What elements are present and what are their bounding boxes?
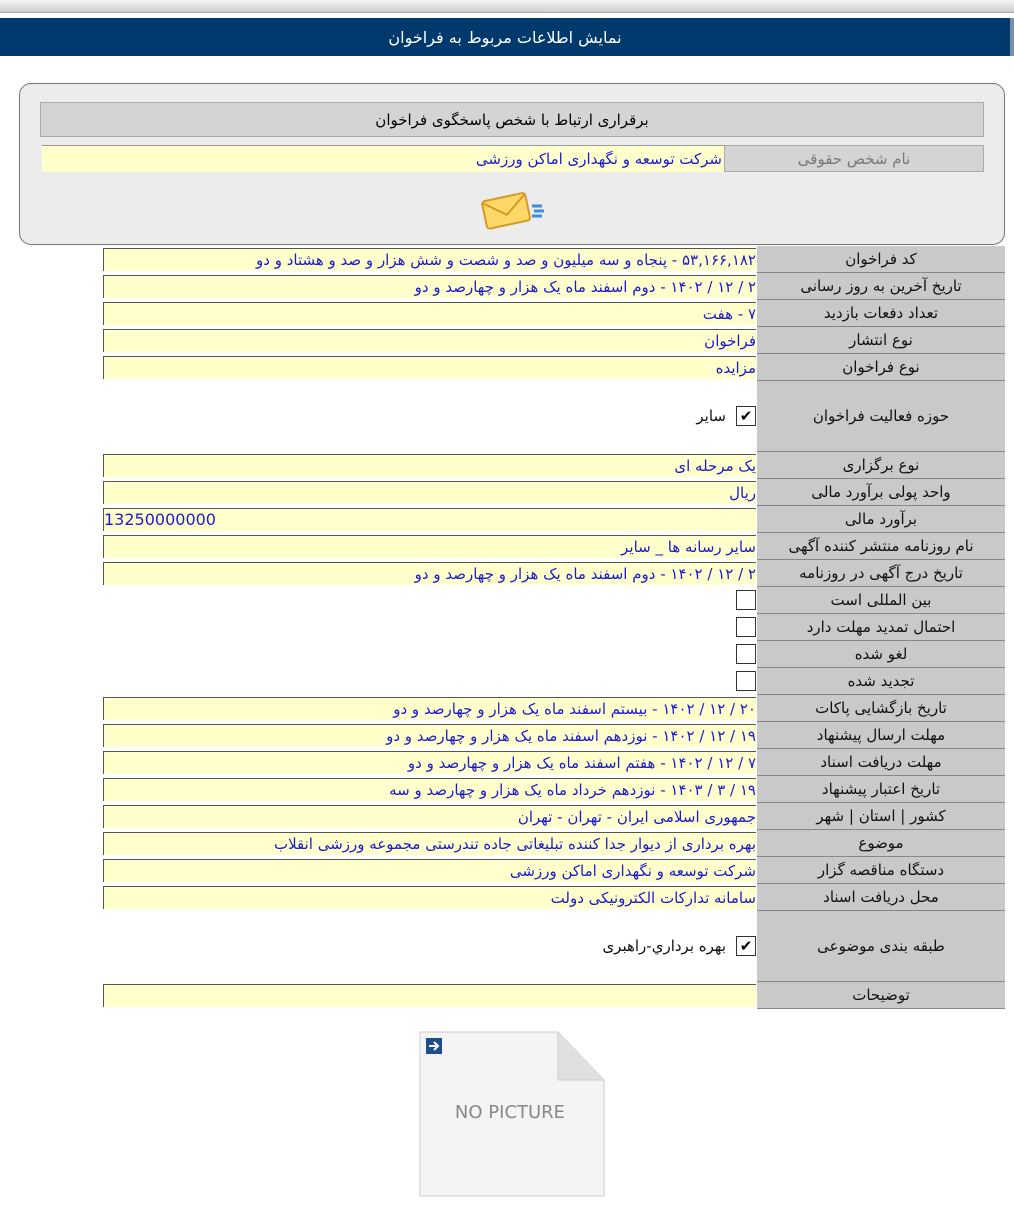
- envelope-icon[interactable]: [480, 188, 546, 236]
- row-value-cell: [103, 668, 757, 695]
- table-row: [103, 381, 1005, 452]
- row-value-cell: [103, 300, 757, 327]
- table-row: [103, 911, 1005, 982]
- row-value-cell: [103, 273, 757, 300]
- row-value: جمهوری اسلامی ایران - تهران - تهران: [103, 805, 756, 828]
- row-value: ۱۹ / ۱۲ / ۱۴۰۲ - نوزدهم اسفند ماه یک هزار و چهارصد و دو: [103, 724, 756, 747]
- row-label: تجدید شده: [757, 668, 1005, 695]
- row-label: توضیحات: [757, 982, 1005, 1009]
- row-value-cell: [103, 830, 757, 857]
- contact-panel: [19, 83, 1005, 245]
- row-value: فراخوان: [103, 329, 756, 352]
- table-row: [103, 587, 1005, 614]
- row-value: ۲۰ / ۱۲ / ۱۴۰۲ - بیستم اسفند ماه یک هزار و چهارصد و دو: [103, 697, 756, 720]
- row-label: نوع برگزاری: [757, 452, 1005, 479]
- table-row: [103, 668, 1005, 695]
- row-value: بهره برداری از دیوار جدا کننده تبلیغاتی جاده تندرستی مجموعه ورزشی انقلاب: [103, 832, 756, 855]
- table-row: [103, 273, 1005, 300]
- checkbox[interactable]: [736, 590, 756, 610]
- row-label: تاریخ آخرین به روز رسانی: [757, 273, 1005, 300]
- row-label: طبقه بندی موضوعی: [757, 911, 1005, 982]
- checkbox[interactable]: [736, 671, 756, 691]
- row-value-cell: [103, 587, 757, 614]
- table-row: [103, 354, 1005, 381]
- checkbox[interactable]: [736, 617, 756, 637]
- row-label: برآورد مالی: [757, 506, 1005, 533]
- table-row: [103, 722, 1005, 749]
- row-value-cell: [103, 722, 757, 749]
- row-value-cell: [103, 533, 757, 560]
- row-value-cell: [103, 354, 757, 381]
- row-value: ۱۹ / ۳ / ۱۴۰۳ - نوزدهم خرداد ماه یک هزار و چهارصد و سه: [103, 778, 756, 801]
- row-value-cell: [103, 776, 757, 803]
- row-value: ۲ / ۱۲ / ۱۴۰۲ - دوم اسفند ماه یک هزار و چهارصد و دو: [103, 275, 756, 298]
- contact-title: برقراری ارتباط با شخص پاسخگوی فراخوان: [40, 102, 984, 137]
- table-row: [103, 803, 1005, 830]
- row-label: نوع انتشار: [757, 327, 1005, 354]
- row-value-cell: [103, 452, 757, 479]
- top-strip: [0, 0, 1014, 13]
- row-value-cell: [103, 695, 757, 722]
- table-row: [103, 695, 1005, 722]
- row-value: ۷ - هفت: [103, 302, 756, 325]
- row-label: دستگاه مناقصه گزار: [757, 857, 1005, 884]
- row-value-cell: [103, 857, 757, 884]
- table-row: [103, 560, 1005, 587]
- table-row: [103, 327, 1005, 354]
- row-label: کد فراخوان: [757, 246, 1005, 273]
- legal-person-row: [42, 145, 984, 172]
- tender-details-table: [103, 246, 1005, 1009]
- no-picture-text: NO PICTURE: [454, 1102, 566, 1123]
- checkbox-label: بهره برداري-راهبری: [602, 936, 726, 955]
- checkbox[interactable]: ✔: [736, 406, 756, 426]
- table-row: [103, 982, 1005, 1009]
- table-row: [103, 884, 1005, 911]
- row-value-cell: [103, 506, 757, 533]
- row-value: 13250000000: [103, 508, 756, 531]
- row-value-cell: [103, 803, 757, 830]
- no-picture-image: [418, 1030, 606, 1198]
- row-value: شرکت توسعه و نگهداری اماکن ورزشی: [103, 859, 756, 882]
- row-label: نوع فراخوان: [757, 354, 1005, 381]
- table-row: [103, 857, 1005, 884]
- table-row: [103, 830, 1005, 857]
- row-value-cell: [103, 749, 757, 776]
- row-label: تاریخ اعتبار پیشنهاد: [757, 776, 1005, 803]
- row-value: [103, 984, 756, 1007]
- row-label: حوزه فعالیت فراخوان: [757, 381, 1005, 452]
- row-value: ریال: [103, 481, 756, 504]
- row-label: مهلت دریافت اسناد: [757, 749, 1005, 776]
- row-value: ۷ / ۱۲ / ۱۴۰۲ - هفتم اسفند ماه یک هزار و چهارصد و دو: [103, 751, 756, 774]
- checkbox[interactable]: ✔: [736, 936, 756, 956]
- checkbox[interactable]: [736, 644, 756, 664]
- row-label: محل دریافت اسناد: [757, 884, 1005, 911]
- row-value: سایر رسانه ها _ سایر: [103, 535, 756, 558]
- table-row: [103, 506, 1005, 533]
- table-row: [103, 776, 1005, 803]
- row-label: مهلت ارسال پیشنهاد: [757, 722, 1005, 749]
- row-label: تاریخ درج آگهی در روزنامه: [757, 560, 1005, 587]
- row-label: تعداد دفعات بازدید: [757, 300, 1005, 327]
- row-value-cell: [103, 641, 757, 668]
- table-row: [103, 479, 1005, 506]
- row-label: احتمال تمدید مهلت دارد: [757, 614, 1005, 641]
- table-row: [103, 246, 1005, 273]
- table-row: [103, 614, 1005, 641]
- row-value: ۵۳,۱۶۶,۱۸۲ - پنجاه و سه میلیون و صد و شصت و شش هزار و صد و هشتاد و دو: [103, 248, 756, 271]
- checkbox-label: سایر: [696, 406, 726, 425]
- table-row: [103, 533, 1005, 560]
- row-label: لغو شده: [757, 641, 1005, 668]
- row-value-cell: [103, 911, 757, 982]
- row-value-cell: [103, 327, 757, 354]
- table-row: [103, 749, 1005, 776]
- row-label: تاریخ بازگشایی پاکات: [757, 695, 1005, 722]
- row-label: کشور | استان | شهر: [757, 803, 1005, 830]
- row-value: سامانه تدارکات الکترونیکی دولت: [103, 886, 756, 909]
- row-value-cell: [103, 246, 757, 273]
- row-label: نام روزنامه منتشر کننده آگهی: [757, 533, 1005, 560]
- row-value-cell: [103, 884, 757, 911]
- row-value-cell: [103, 560, 757, 587]
- row-value-cell: [103, 982, 757, 1009]
- legal-person-label: نام شخص حقوقی: [724, 145, 984, 172]
- table-row: [103, 300, 1005, 327]
- row-label: واحد پولی برآورد مالی: [757, 479, 1005, 506]
- page-title: نمایش اطلاعات مربوط به فراخوان: [0, 18, 1014, 56]
- row-value-cell: [103, 381, 757, 452]
- row-label: موضوع: [757, 830, 1005, 857]
- row-value: ۲ / ۱۲ / ۱۴۰۲ - دوم اسفند ماه یک هزار و چهارصد و دو: [103, 562, 756, 585]
- row-value: مزایده: [103, 356, 756, 379]
- row-value-cell: [103, 614, 757, 641]
- row-label: بین المللی است: [757, 587, 1005, 614]
- table-row: [103, 641, 1005, 668]
- row-value-cell: [103, 479, 757, 506]
- legal-person-value: شرکت توسعه و نگهداری اماکن ورزشی: [42, 145, 724, 172]
- table-row: [103, 452, 1005, 479]
- row-value: یک مرحله ای: [103, 454, 756, 477]
